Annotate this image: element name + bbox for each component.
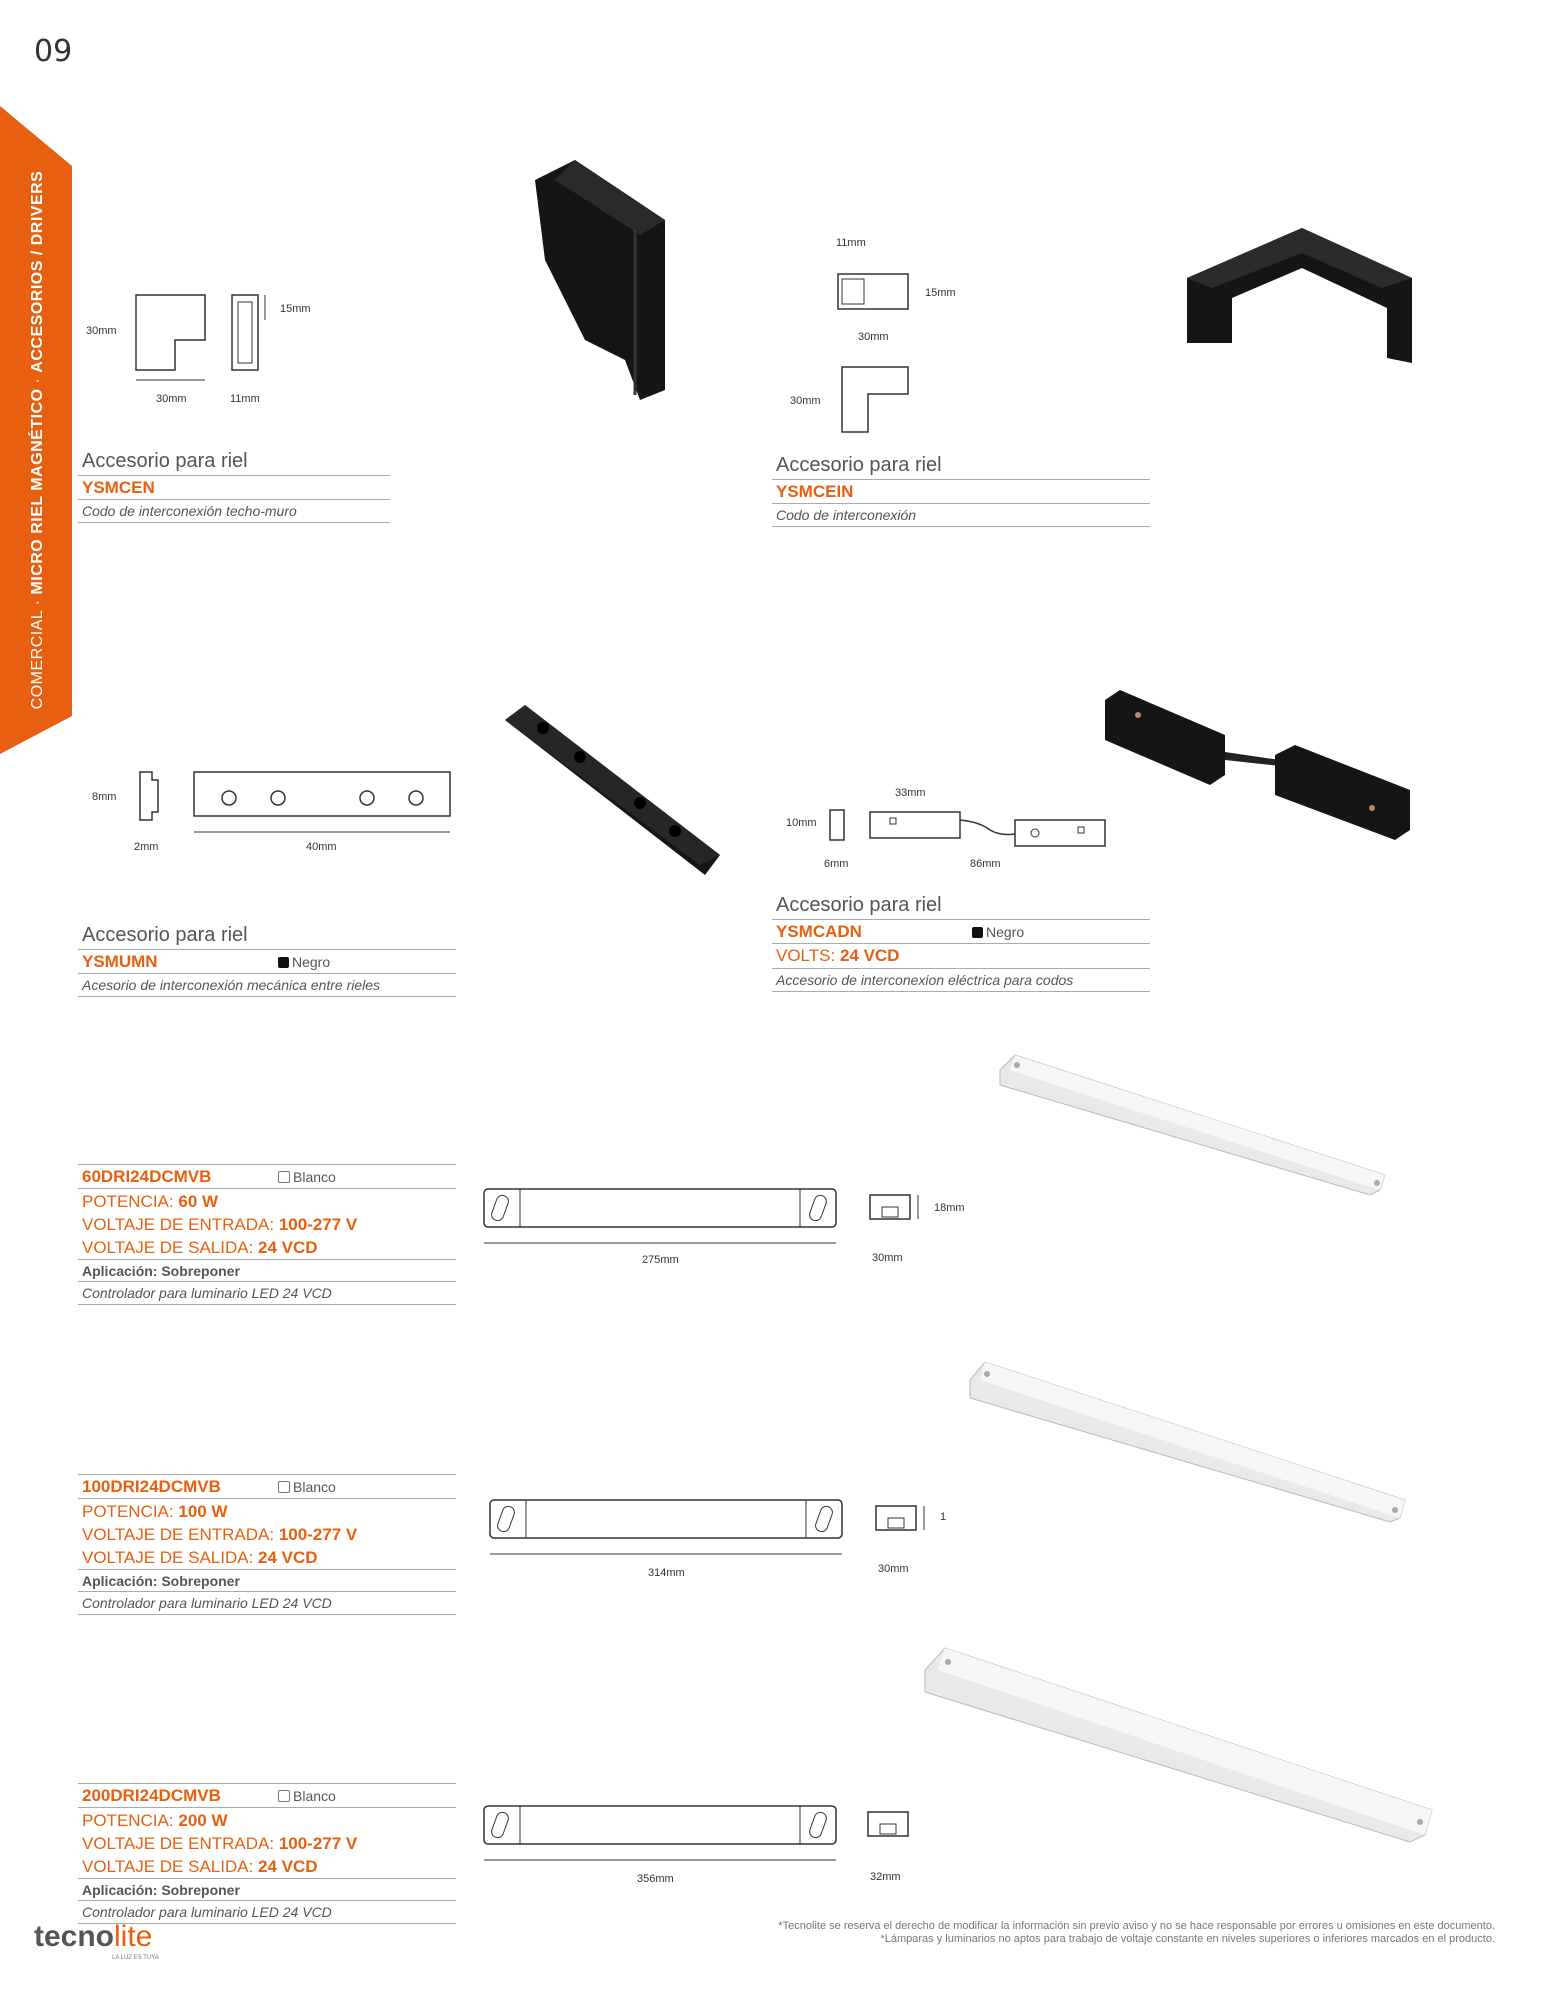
black-swatch-icon	[972, 927, 983, 938]
ysmcein-description: Codo de interconexión	[772, 504, 1150, 527]
d100-dim-l: 314mm	[648, 1567, 685, 1579]
d200-voltaje-entrada: VOLTAJE DE ENTRADA: 100-277 V	[82, 1834, 358, 1853]
page-number: 09	[34, 34, 73, 69]
d200-aplicacion: Aplicación: Sobreponer	[78, 1878, 456, 1901]
ysmcein-code: YSMCEIN	[772, 480, 1150, 504]
d60-dimension-drawing	[482, 1185, 1002, 1275]
ysmumn-dimension-drawing	[84, 760, 464, 870]
ysmumn-color-swatch: Negro	[278, 954, 330, 970]
ysmcen-product-image	[525, 160, 670, 405]
side-tab-segment2: MICRO RIEL MAGNÉTICO	[29, 388, 46, 595]
d200-dim-w: 32mm	[870, 1871, 901, 1883]
d200-potencia: POTENCIA: 200 W	[82, 1811, 228, 1830]
d100-description: Controlador para luminario LED 24 VCD	[78, 1592, 456, 1615]
d200-info	[78, 1783, 456, 1924]
side-tab-segment3: ACCESORIOS / DRIVERS	[29, 170, 46, 373]
footer-note-1: *Tecnolite se reserva el derecho de modificar la información sin previo aviso y no se hace responsable por errores u omisiones en este documento.	[778, 1920, 1495, 1932]
d60-potencia: POTENCIA: 60 W	[82, 1192, 219, 1211]
ysmcen-info	[78, 450, 390, 523]
ysmcadn-dimension-drawing	[780, 782, 1110, 882]
ysmcen-dim-side-h: 15mm	[280, 303, 311, 315]
tecnolite-logo: tecnolite	[34, 1920, 153, 1953]
ysmcen-dimension-drawing	[80, 280, 340, 420]
side-tab-label: COMERCIAL · MICRO RIEL MAGNÉTICO · ACCESORIOS / DRIVERS	[29, 170, 46, 710]
white-swatch-icon	[278, 1790, 290, 1802]
d100-dim-h: 1	[940, 1511, 947, 1523]
ysmcein-dim-top-h: 15mm	[925, 287, 956, 299]
d200-product-image	[920, 1630, 1440, 1850]
d100-voltaje-entrada: VOLTAJE DE ENTRADA: 100-277 V	[82, 1525, 358, 1544]
ysmcen-dim-h: 30mm	[86, 325, 117, 337]
d100-product-image	[965, 1350, 1415, 1525]
ysmcadn-dim-a: 33mm	[895, 787, 926, 799]
ysmcein-info	[772, 454, 1150, 527]
d100-potencia: POTENCIA: 100 W	[82, 1502, 228, 1521]
ysmcadn-color-swatch: Negro	[972, 924, 1024, 940]
ysmcadn-dim-b: 86mm	[970, 858, 1001, 870]
ysmumn-product-image	[505, 705, 725, 880]
ysmcadn-volts: VOLTS: 24 VCD	[772, 944, 1150, 969]
d60-voltaje-entrada: VOLTAJE DE ENTRADA: 100-277 V	[82, 1215, 358, 1234]
ysmumn-dim-l: 40mm	[306, 841, 337, 853]
ysmcein-dim-h: 30mm	[790, 395, 821, 407]
logo-tagline: LA LUZ ES TUYA	[112, 1955, 159, 1961]
ysmcadn-product-image	[1100, 690, 1420, 850]
d100-dim-w: 30mm	[878, 1563, 909, 1575]
d60-product-image	[995, 1045, 1395, 1195]
d60-description: Controlador para luminario LED 24 VCD	[78, 1282, 456, 1305]
ysmumn-info	[78, 924, 456, 997]
ysmcadn-dim-h: 10mm	[786, 817, 817, 829]
ysmcen-dim-w: 30mm	[156, 393, 187, 405]
white-swatch-icon	[278, 1171, 290, 1183]
d200-voltaje-salida: VOLTAJE DE SALIDA: 24 VCD	[82, 1857, 318, 1876]
ysmcein-dim-w: 30mm	[858, 331, 889, 343]
d200-color-swatch: Blanco	[278, 1788, 336, 1804]
ysmcen-title: Accesorio para riel	[78, 450, 390, 476]
ysmcein-dimension-drawing	[780, 232, 980, 442]
ysmcadn-dim-w: 6mm	[824, 858, 849, 870]
ysmumn-dim-t: 2mm	[134, 841, 159, 853]
d100-dimension-drawing	[488, 1496, 958, 1586]
ysmcein-title: Accesorio para riel	[772, 454, 1150, 480]
ysmcein-product-image	[1182, 218, 1422, 368]
d60-info	[78, 1164, 456, 1305]
d60-dim-h: 18mm	[934, 1202, 965, 1214]
d60-voltaje-salida: VOLTAJE DE SALIDA: 24 VCD	[82, 1238, 318, 1257]
ysmumn-dim-h: 8mm	[92, 791, 117, 803]
d60-dim-w: 30mm	[872, 1252, 903, 1264]
d200-dimension-drawing	[482, 1802, 942, 1892]
ysmcein-dim-top-w: 11mm	[836, 237, 866, 249]
d60-dim-l: 275mm	[642, 1254, 679, 1266]
ysmumn-description: Acesorio de interconexión mecánica entre rieles	[78, 974, 456, 997]
ysmcadn-code: YSMCADN Negro	[772, 920, 1150, 944]
d100-voltaje-salida: VOLTAJE DE SALIDA: 24 VCD	[82, 1548, 318, 1567]
d60-aplicacion: Aplicación: Sobreponer	[78, 1259, 456, 1282]
footer-notes	[778, 1920, 1495, 1946]
ysmcadn-title: Accesorio para riel	[772, 894, 1150, 920]
d100-aplicacion: Aplicación: Sobreponer	[78, 1569, 456, 1592]
ysmcadn-info	[772, 894, 1150, 992]
side-tab-segment1: COMERCIAL	[29, 610, 46, 710]
d100-info	[78, 1474, 456, 1615]
black-swatch-icon	[278, 957, 289, 968]
ysmcadn-description: Accesorio de interconexion eléctrica para codos	[772, 969, 1150, 992]
d60-color-swatch: Blanco	[278, 1169, 336, 1185]
d200-dim-l: 356mm	[637, 1873, 674, 1885]
footer-note-2: *Lámparas y luminarios no aptos para trabajo de voltaje constante en niveles superiores o inferiores marcados en el producto.	[880, 1933, 1495, 1945]
d200-description: Controlador para luminario LED 24 VCD	[78, 1901, 456, 1924]
d100-code: 100DRI24DCMVB Blanco	[78, 1474, 456, 1499]
d200-code: 200DRI24DCMVB Blanco	[78, 1783, 456, 1808]
ysmcen-dim-side-w: 11mm	[230, 393, 260, 405]
white-swatch-icon	[278, 1481, 290, 1493]
d60-code: 60DRI24DCMVB Blanco	[78, 1164, 456, 1189]
ysmcen-code: YSMCEN	[78, 476, 390, 500]
d100-color-swatch: Blanco	[278, 1479, 336, 1495]
ysmumn-title: Accesorio para riel	[78, 924, 456, 950]
ysmcen-description: Codo de interconexión techo-muro	[78, 500, 390, 523]
ysmumn-code: YSMUMN Negro	[78, 950, 456, 974]
